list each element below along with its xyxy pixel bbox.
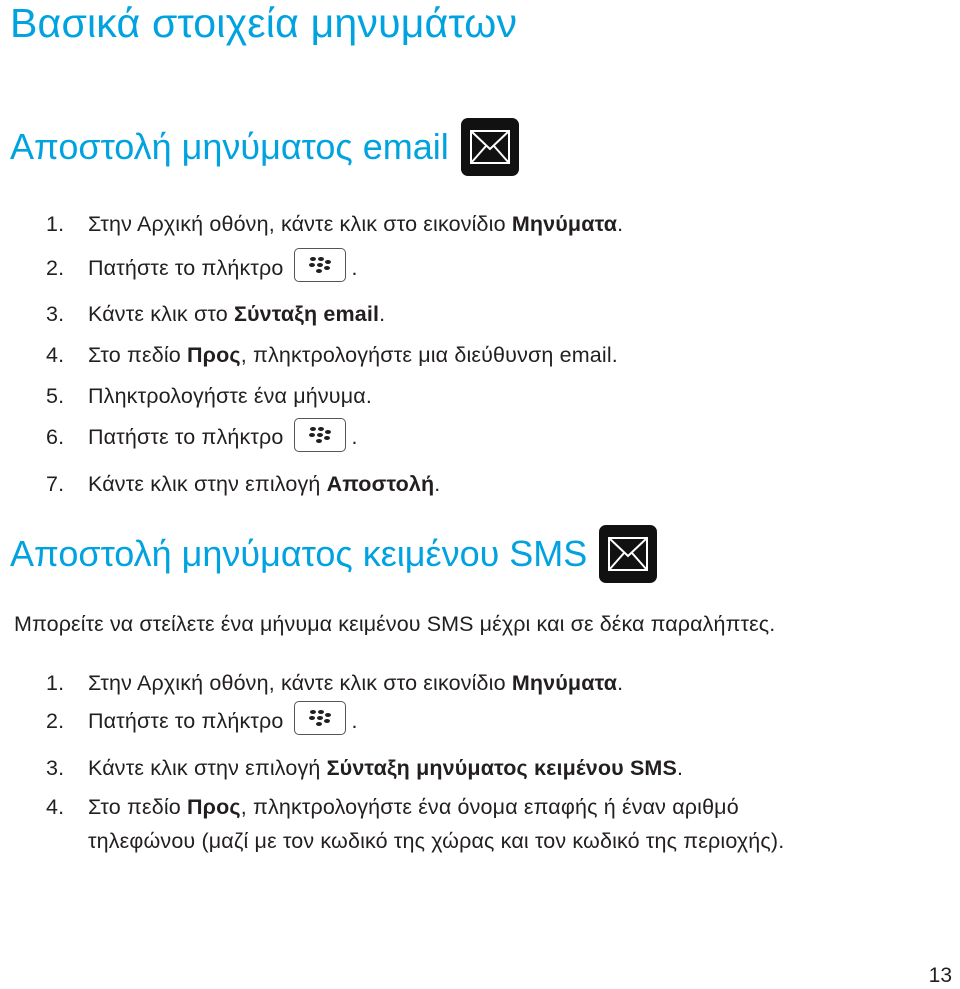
email-section-heading-text: Αποστολή μηνύματος email xyxy=(10,126,449,167)
blackberry-menu-key-icon xyxy=(294,248,346,282)
list-item: 3. Κάντε κλικ στην επιλογή Σύνταξη μηνύματος κειμένου SMS. xyxy=(46,756,684,781)
envelope-icon xyxy=(461,118,519,176)
list-item: 7. Κάντε κλικ στην επιλογή Αποστολή. xyxy=(46,471,441,496)
list-item: 2. Πατήστε το πλήκτρο . xyxy=(30,256,623,282)
list-item: 5. Πληκτρολογήστε ένα μήνυμα. xyxy=(46,384,372,409)
list-item: 4. Στο πεδίο Προς, πληκτρολογήστε ένα όνομα επαφής ή έναν αριθμό τηλεφώνου (μαζί με τον κωδικό της χώρας και τον κωδικό της περιοχής). xyxy=(46,795,785,854)
sms-steps-list xyxy=(30,671,784,853)
list-item: 3. Κάντε κλικ στο Σύνταξη email. xyxy=(46,302,386,327)
list-item: 1. Στην Αρχική οθόνη, κάντε κλικ στο εικονίδιο Μηνύματα. xyxy=(46,671,624,695)
blackberry-menu-key-icon xyxy=(294,418,346,452)
envelope-icon xyxy=(599,525,657,583)
sms-intro-text: Μπορείτε να στείλετε ένα μήνυμα κειμένου SMS μέχρι και σε δέκα παραλήπτες. xyxy=(14,612,776,636)
sms-section-heading-text: Αποστολή μηνύματος κειμένου SMS xyxy=(10,533,588,574)
list-item: 1. Στην Αρχική οθόνη, κάντε κλικ στο εικονίδιο Μηνύματα. xyxy=(46,212,624,236)
list-item: 2. Πατήστε το πλήκτρο . xyxy=(30,709,784,735)
email-steps-list xyxy=(30,212,623,496)
list-item: 4. Στο πεδίο Προς, πληκτρολογήστε μια διεύθυνση email. xyxy=(46,343,618,368)
list-item: 6. Πατήστε το πλήκτρο . xyxy=(30,425,623,451)
email-section-heading xyxy=(10,118,519,176)
sms-section-heading xyxy=(10,525,657,583)
blackberry-menu-key-icon xyxy=(294,701,346,735)
page-number: 13 xyxy=(928,964,952,987)
page-title: Βασικά στοιχεία μηνυμάτων xyxy=(10,0,518,46)
